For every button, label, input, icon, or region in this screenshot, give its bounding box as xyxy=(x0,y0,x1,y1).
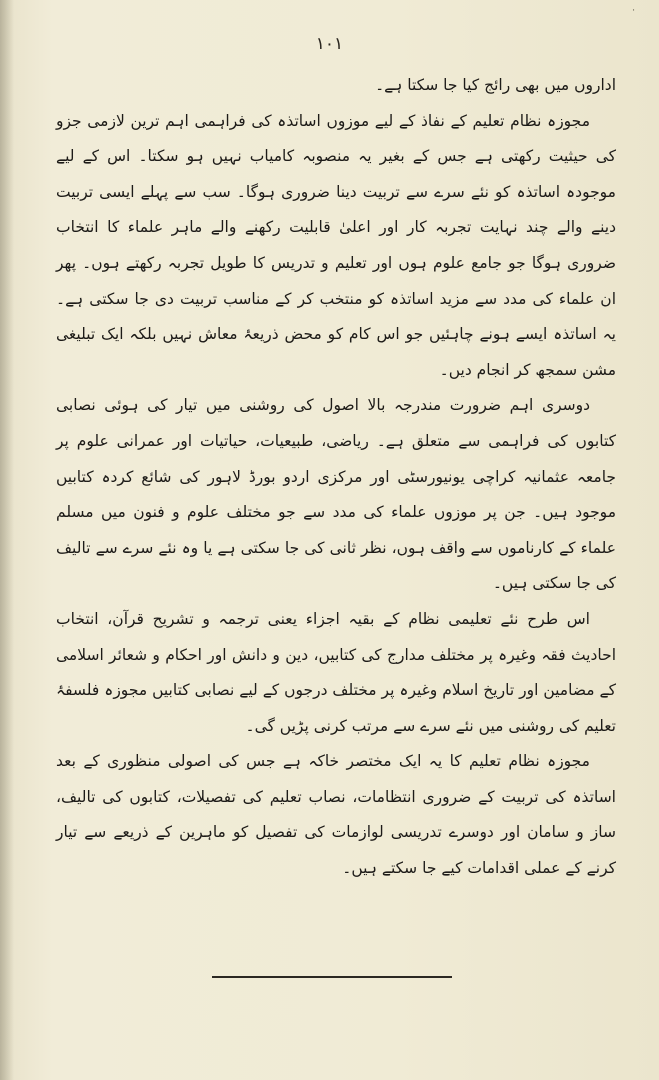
paragraph-curriculum: اس طرح نئے تعلیمی نظام کے بقیہ اجزاء یعنی ترجمہ و تشریح قرآن، انتخاب احادیث فقہ وغیرہ پر مختلف مدارج کی کتابیں، دین و دانش اور احکام و شعائر اسلامی کے مضامین اور تاریخ اسلام وغیرہ پر مختلف درجوں کے لیے نصابی کتابیں مجوزہ فلسفۂ تعلیم کی روشنی میں نئے سرے سے مرتب کرنی پڑیں گی۔ xyxy=(56,609,616,735)
binding-shadow xyxy=(0,0,14,1080)
page-number: ۱۰۱ xyxy=(315,34,344,54)
paragraph-summary: مجوزہ نظام تعلیم کا یہ ایک مختصر خاکہ ہے جس کی اصولی منظوری کے بعد اساتذہ کی تربیت کے ضروری انتظامات، نصاب تعلیم کی تفصیلات، کتابوں کی تالیف، ساز و سامان اور دوسرے تدریسی لوازمات کی تفصیل کو ماہرین کے ذریعے سے تیار کرنے کے عملی اقدامات کیے جا سکتے ہیں۔ xyxy=(56,752,616,878)
paragraph-teachers: مجوزہ نظام تعلیم کے نفاذ کے لیے موزوں اساتذہ کی فراہمی اہم ترین لازمی جزو کی حیثیت رکھتی ہے جس کے بغیر یہ منصوبہ کامیاب نہیں ہو سکتا۔ اس کے لیے موجودہ اساتذہ کو نئے سرے سے تربیت دینا ضروری ہوگا۔ سب سے پہلے ایسی تربیت دینے والے چند نہایت تجربہ کار اور اعلیٰ قابلیت رکھنے والے ماہر علماء کا انتخاب ضروری ہوگا جو جامع علوم ہوں اور تعلیم و تدریس کا طویل تجربہ رکھتے ہوں۔ پھر ان علماء کی مدد سے مزید اساتذہ کو منتخب کر کے مناسب تربیت دی جا سکتی ہے۔ یہ اساتذہ ایسے ہونے چاہئیں جو اس کام کو محض ذریعۂ معاش نہیں بلکہ ایک تبلیغی مشن سمجھ کر انجام دیں۔ xyxy=(56,111,616,379)
corner-speck: · xyxy=(632,6,635,16)
end-rule xyxy=(212,976,452,978)
page-body xyxy=(56,68,616,887)
paragraph-continuation: اداروں میں بھی رائج کیا جا سکتا ہے۔ xyxy=(375,76,616,94)
paragraph-textbooks: دوسری اہم ضرورت مندرجہ بالا اصول کی روشنی میں تیار کی ہوئی نصابی کتابوں کی فراہمی سے متعلق ہے۔ ریاضی، طبیعیات، حیاتیات اور عمرانی علوم پر جامعہ عثمانیہ کراچی یونیورسٹی اور مرکزی اردو بورڈ لاہور کی شائع کردہ کتابیں موجود ہیں۔ جن پر موزوں علماء کی مدد سے جو مختلف علوم و فنون میں مسلم علماء کے کارناموں سے واقف ہوں، نظر ثانی کی جا سکتی ہے یا وہ نئے سرے سے تالیف کی جا سکتی ہیں۔ xyxy=(56,396,616,593)
